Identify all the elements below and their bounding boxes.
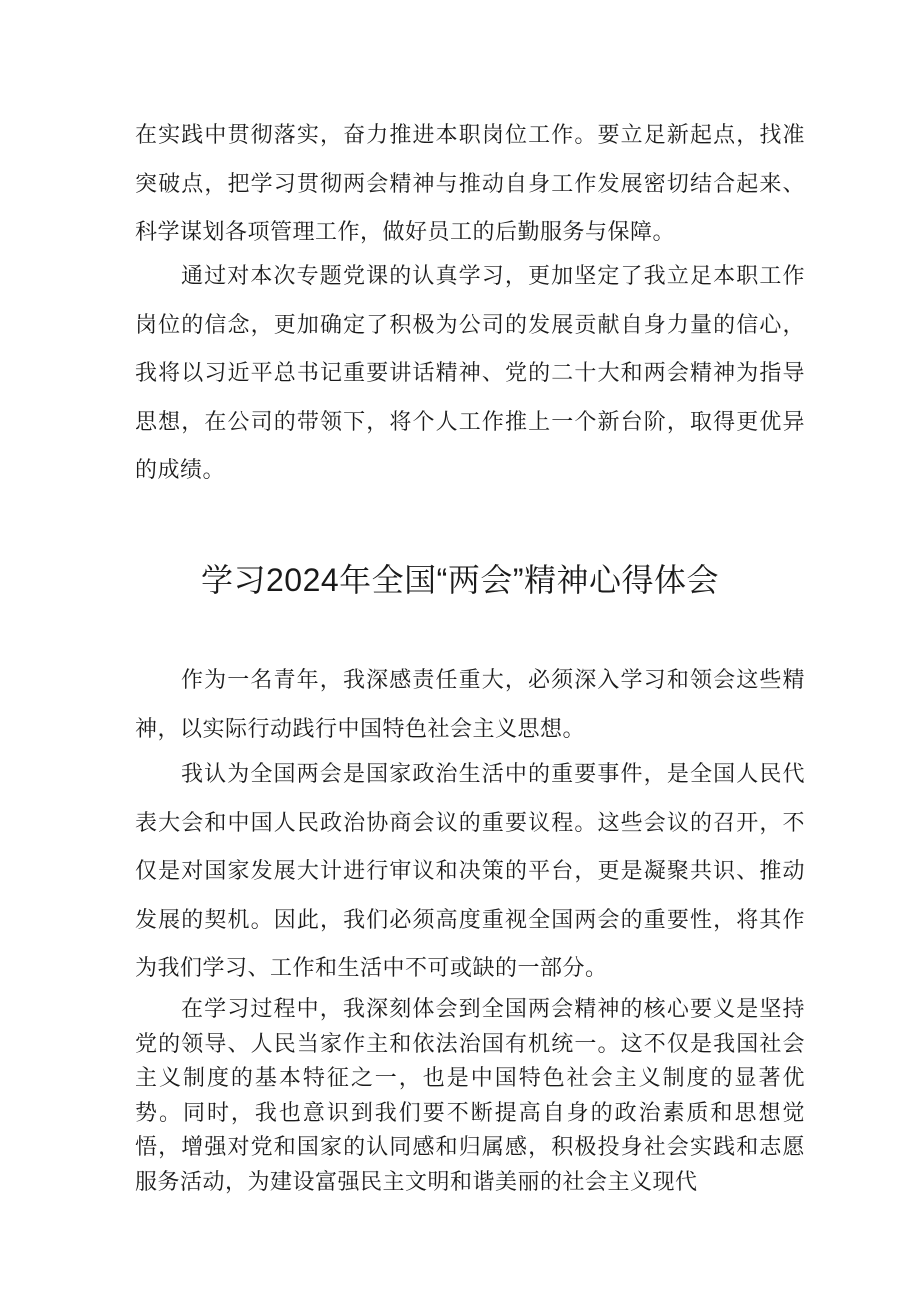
body-paragraph-1: 作为一名青年，我深感责任重大，必须深入学习和领会这些精神，以实际行动践行中国特色社会主义思想。 <box>135 668 805 742</box>
closing-paragraph: 通过对本次专题党课的认真学习，更加坚定了我立足本职工作岗位的信念，更加确定了积极为公司的发展贡献自身力量的信心，我将以习近平总书记重要讲话精神、党的二十大和两会精神为指导思想，在公司的带领下，将个人工作推上一个新台阶，取得更优异的成绩。 <box>135 264 805 483</box>
continued-paragraph: 在实践中贯彻落实，奋力推进本职岗位工作。要立足新起点，找准突破点，把学习贯彻两会精神与推动自身工作发展密切结合起来、科学谋划各项管理工作，做好员工的后勤服务与保障。 <box>135 123 805 245</box>
body-paragraph-2: 我认为全国两会是国家政治生活中的重要事件，是全国人民代表大会和中国人民政治协商会议的重要议程。这些会议的召开，不仅是对国家发展大计进行审议和决策的平台，更是凝聚共识、推动发展的契机。因此，我们必须高度重视全国两会的重要性，将其作为我们学习、工作和生活中不可或缺的一部分。 <box>135 762 805 981</box>
body-paragraph-3: 在学习过程中，我深刻体会到全国两会精神的核心要义是坚持党的领导、人民当家作主和依法治国有机统一。这不仅是我国社会主义制度的基本特征之一，也是中国特色社会主义制度的显著优势。同时，我也意识到我们要不断提高自身的政治素质和思想觉悟，增强对党和国家的认同感和归属感，积极投身社会实践和志愿服务活动，为建设富强民主文明和谐美丽的社会主义现代 <box>135 997 805 1195</box>
section-title: 学习2024年全国“两会”精神心得体会 <box>200 562 719 598</box>
